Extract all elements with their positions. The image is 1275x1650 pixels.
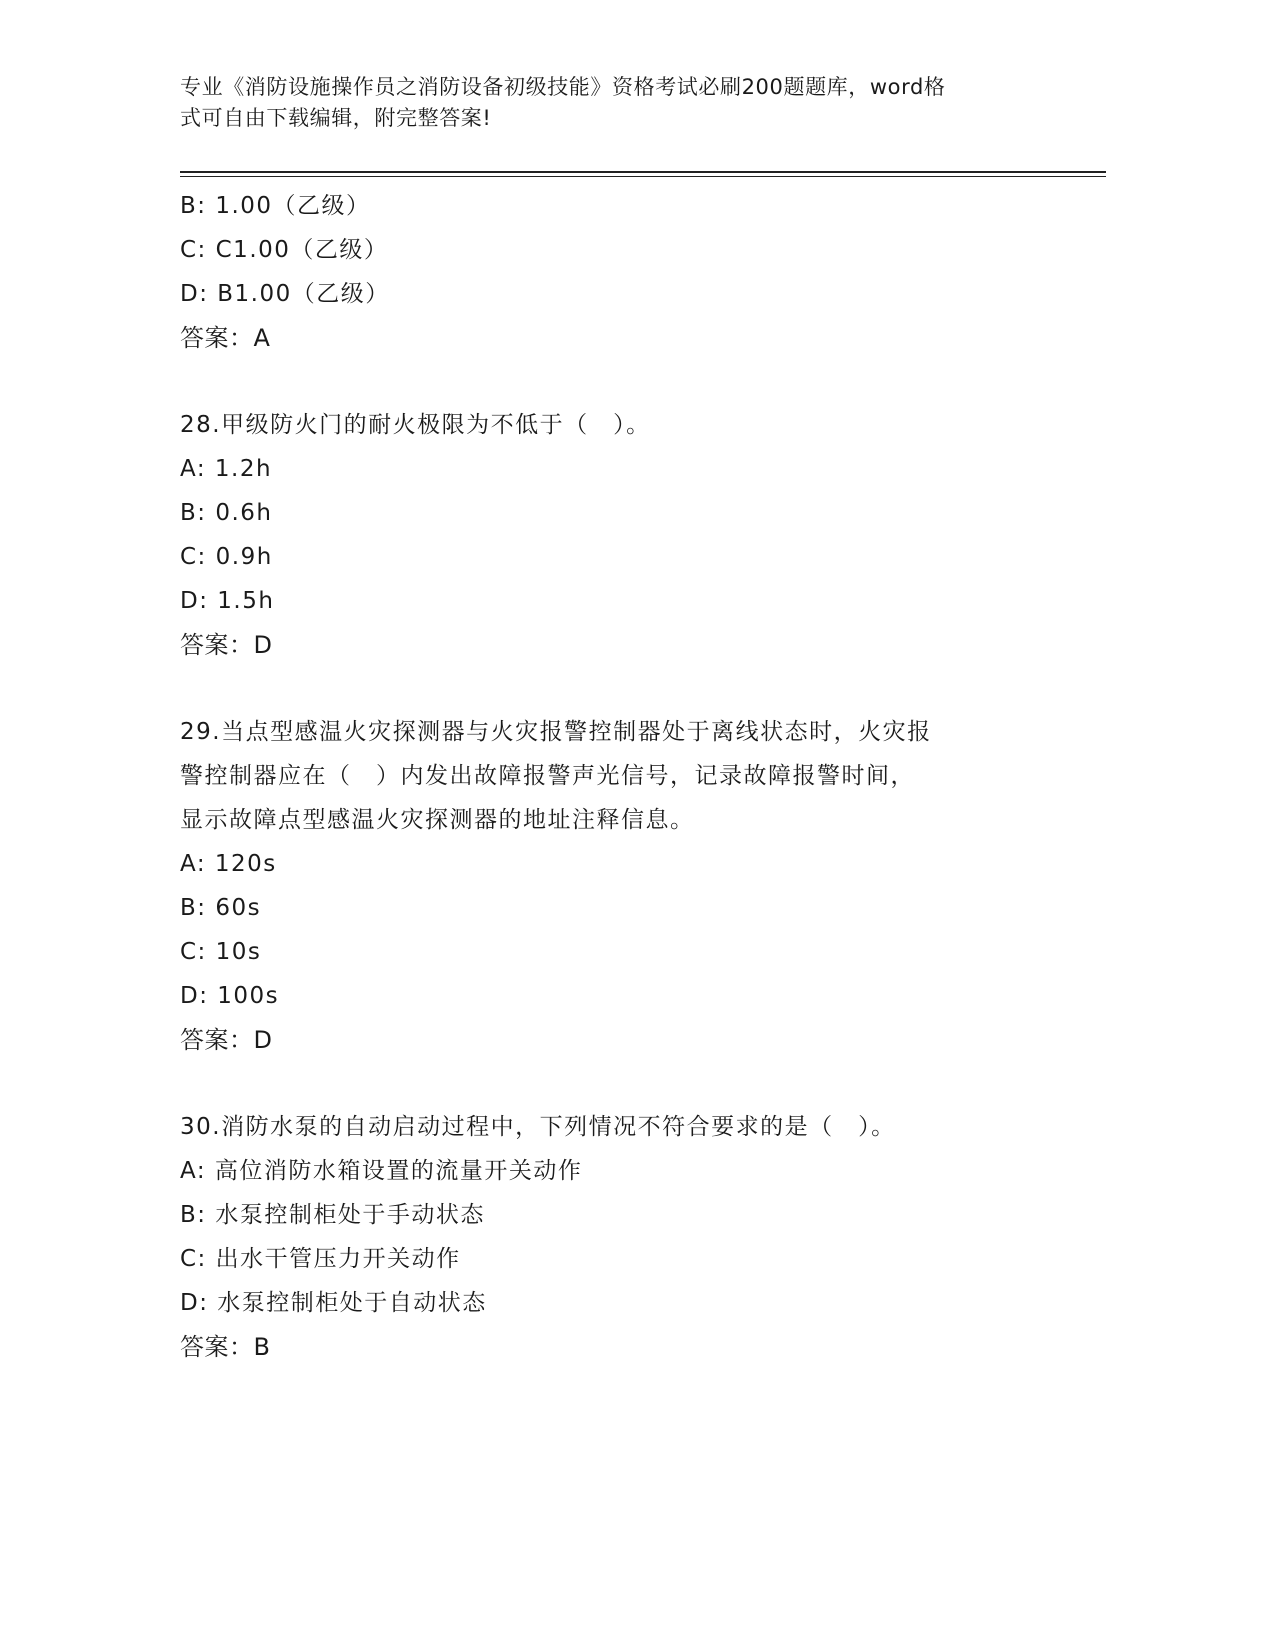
option-b: B: 水泵控制柜处于手动状态 bbox=[180, 1202, 485, 1228]
document-header bbox=[180, 72, 1060, 134]
option-d: D: 1.5h bbox=[180, 588, 275, 614]
option-d: D: B1.00（乙级） bbox=[180, 281, 390, 307]
option-c: C: 10s bbox=[180, 939, 262, 965]
option-a: A: 高位消防水箱设置的流量开关动作 bbox=[180, 1158, 583, 1184]
header-line-1: 专业《消防设施操作员之消防设备初级技能》资格考试必刷200题题库，word格 bbox=[180, 75, 946, 99]
answer-line: 答案：B bbox=[180, 1333, 271, 1361]
question-30 bbox=[180, 1105, 1060, 1369]
option-b: B: 0.6h bbox=[180, 500, 273, 526]
header-rule-thin bbox=[180, 176, 1106, 177]
question-content bbox=[180, 184, 1060, 1369]
question-stem-line-2: 警控制器应在（ ）内发出故障报警声光信号，记录故障报警时间， bbox=[180, 763, 915, 789]
answer-line: 答案：D bbox=[180, 631, 273, 659]
option-c: C: 0.9h bbox=[180, 544, 273, 570]
option-c: C: 出水干管压力开关动作 bbox=[180, 1246, 461, 1272]
option-d: D: 100s bbox=[180, 983, 280, 1009]
option-d: D: 水泵控制柜处于自动状态 bbox=[180, 1290, 487, 1316]
question-stem-line-1: 29.当点型感温火灾探测器与火灾报警控制器处于离线状态时，火灾报 bbox=[180, 719, 932, 745]
option-c: C: C1.00（乙级） bbox=[180, 237, 389, 263]
option-b: B: 60s bbox=[180, 895, 262, 921]
header-line-2: 式可自由下载编辑，附完整答案! bbox=[180, 106, 492, 130]
answer-line: 答案：D bbox=[180, 1026, 273, 1054]
question-stem: 30.消防水泵的自动启动过程中，下列情况不符合要求的是（ ）。 bbox=[180, 1114, 896, 1140]
question-stem: 28.甲级防火门的耐火极限为不低于（ ）。 bbox=[180, 412, 651, 438]
question-29 bbox=[180, 710, 1060, 1062]
previous-question-tail bbox=[180, 184, 1060, 360]
question-stem-line-3: 显示故障点型感温火灾探测器的地址注释信息。 bbox=[180, 807, 695, 833]
option-a: A: 120s bbox=[180, 851, 277, 877]
option-b: B: 1.00（乙级） bbox=[180, 193, 371, 219]
header-rule-thick bbox=[180, 171, 1106, 173]
question-28 bbox=[180, 403, 1060, 667]
answer-line: 答案：A bbox=[180, 324, 271, 352]
option-a: A: 1.2h bbox=[180, 456, 273, 482]
